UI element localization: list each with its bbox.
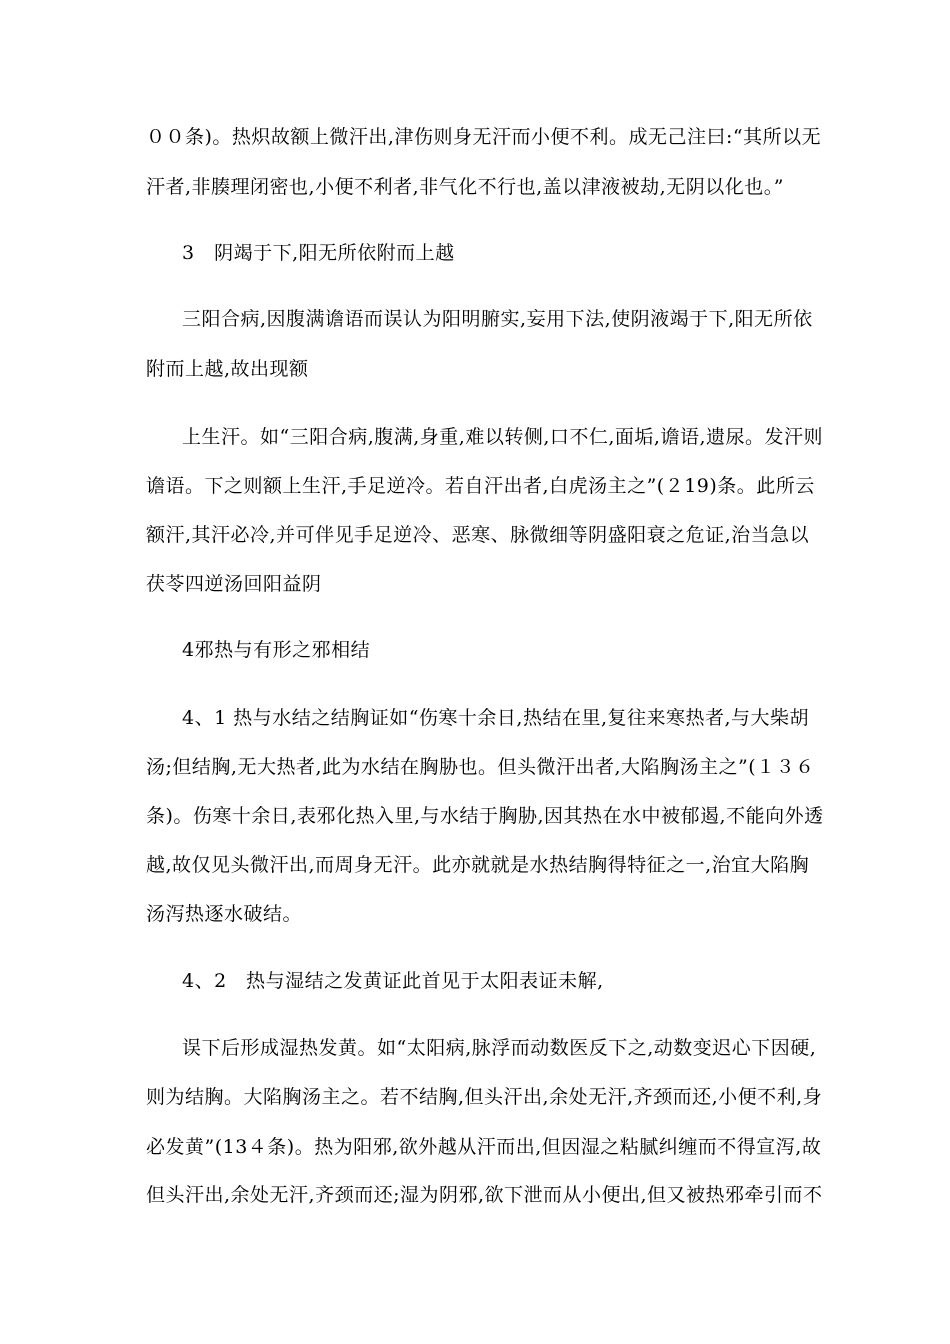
text-line: 汤;但结胸,无大热者,此为水结在胸胁也。但头微汗出者,大陷胸汤主之”(１３６ xyxy=(146,756,815,778)
section-heading: 3 阴竭于下,阳无所依附而上越 xyxy=(182,242,455,264)
text-line: 汤泻热逐水破结。 xyxy=(146,903,303,925)
text-line: 必发黄”(13４条)。热为阳邪,欲外越从汗而出,但因湿之粘腻纠缠而不得宣泻,故 xyxy=(146,1136,822,1158)
text-line: 茯苓四逆汤回阳益阴 xyxy=(146,573,322,595)
text-line: 附而上越,故出现额 xyxy=(146,358,309,380)
text-line: 4、1 热与水结之结胸证如“伤寒十余日,热结在里,复往来寒热者,与大柴胡 xyxy=(182,707,810,729)
text-line: 额汗,其汗必冷,并可伴见手足逆冷、恶寒、脉微细等阴盛阳衰之危证,治当急以 xyxy=(146,524,810,546)
section-heading: 4、2 热与湿结之发黄证此首见于太阳表证未解, xyxy=(182,970,604,992)
text-line: 误下后形成湿热发黄。如“太阳病,脉浮而动数医反下之,动数变迟心下因硬, xyxy=(182,1037,817,1059)
text-line: 三阳合病,因腹满谵语而误认为阳明腑实,妄用下法,使阴液竭于下,阳无所依 xyxy=(182,308,813,330)
text-line: 越,故仅见头微汗出,而周身无汗。此亦就就是水热结胸得特征之一,治宜大陷胸 xyxy=(146,854,810,876)
text-line: 则为结胸。大陷胸汤主之。若不结胸,但头汗出,余处无汗,齐颈而还,小便不利,身 xyxy=(146,1086,823,1108)
text-line: ００条)。热炽故额上微汗出,津伤则身无汗而小便不利。成无己注曰:“其所以无 xyxy=(146,126,822,148)
text-line: 汗者,非腠理闭密也,小便不利者,非气化不行也,盖以津液被劫,无阴以化也。” xyxy=(146,176,784,198)
text-line: 条)。伤寒十余日,表邪化热入里,与水结于胸胁,因其热在水中被郁遏,不能向外透 xyxy=(146,805,824,827)
text-line: 上生汗。如“三阳合病,腹满,身重,难以转侧,口不仁,面垢,谵语,遗尿。发汗则 xyxy=(182,426,823,448)
text-line: 但头汗出,余处无汗,齐颈而还;湿为阴邪,欲下泄而从小便出,但又被热邪牵引而不 xyxy=(146,1184,823,1206)
text-line: 谵语。下之则额上生汗,手足逆冷。若自汗出者,白虎汤主之”(２19)条。此所云 xyxy=(146,475,815,497)
section-heading: 4邪热与有形之邪相结 xyxy=(182,639,371,661)
